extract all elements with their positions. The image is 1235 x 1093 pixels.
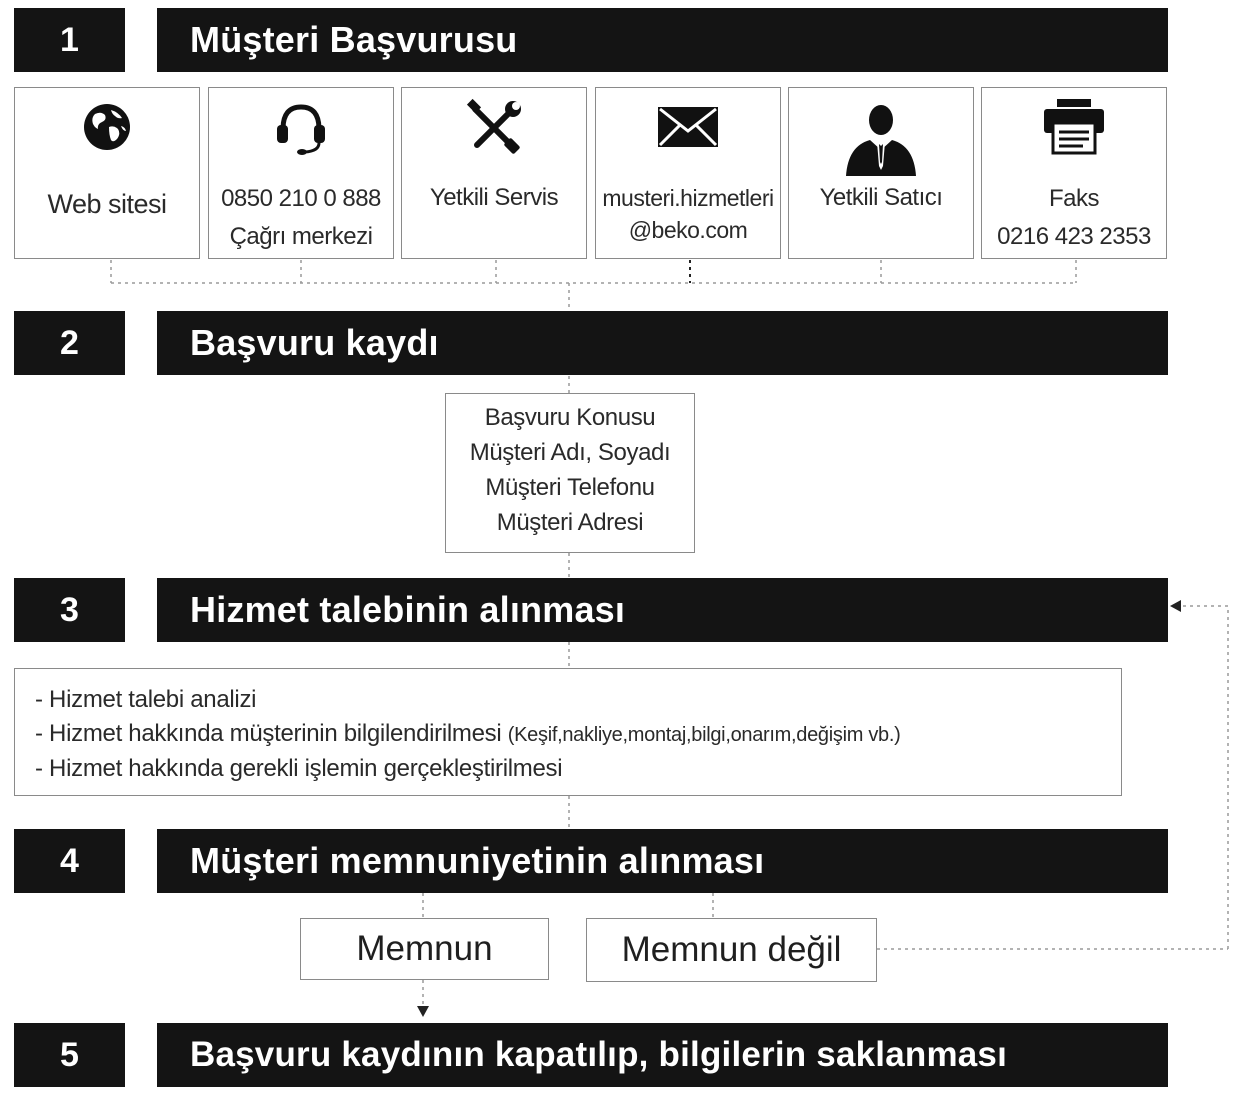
list-item: - Hizmet talebi analizi (35, 686, 257, 713)
channel-email (595, 87, 781, 259)
step-title-2: Başvuru kaydı (157, 311, 1168, 375)
channel-fax (981, 87, 1167, 259)
envelope-icon (596, 96, 780, 158)
step-number-1: 1 (14, 8, 125, 72)
record-field: Başvuru Konusu (484, 404, 656, 431)
step-title-4: Müşteri memnuniyetinin alınması (157, 829, 1168, 893)
list-item: - Hizmet hakkında gerekli işlemin gerçekleştirilmesi (35, 755, 563, 782)
person-icon (789, 98, 973, 176)
channel-authorized-dealer (788, 87, 974, 259)
step-title-1: Müşteri Başvurusu (157, 8, 1168, 72)
channel-phone: 0850 210 0 888 (221, 185, 381, 212)
list-item-text: - Hizmet hakkında müşterinin bilgilendirilmesi (35, 720, 502, 747)
channel-label: Faks (1048, 185, 1099, 212)
step-number-3: 3 (14, 578, 125, 642)
channel-call-center (208, 87, 394, 259)
record-field: Müşteri Adı, Soyadı (469, 439, 671, 466)
headset-icon (209, 96, 393, 158)
step-number-5: 5 (14, 1023, 125, 1087)
channel-email-user: musteri.hizmetleri (602, 185, 774, 211)
outcome-satisfied: Memnun (300, 918, 549, 980)
list-item-note: (Keşif,nakliye,montaj,bilgi,onarım,değişim vb.) (507, 724, 901, 746)
step-title-3: Hizmet talebinin alınması (157, 578, 1168, 642)
outcome-not-satisfied: Memnun değil (586, 918, 877, 982)
channel-label: Yetkili Servis (429, 184, 559, 211)
service-request-list (14, 668, 1122, 796)
channel-label: Web sitesi (47, 189, 167, 219)
record-field: Müşteri Adresi (496, 509, 644, 536)
list-item (35, 717, 1121, 752)
channel-label: Yetkili Satıcı (819, 184, 943, 211)
channel-web (14, 87, 200, 259)
step-title-5: Başvuru kaydının kapatılıp, bilgilerin saklanması (157, 1023, 1168, 1087)
channel-email-domain: @beko.com (628, 217, 748, 243)
fax-icon (982, 96, 1166, 156)
channel-authorized-service (401, 87, 587, 259)
record-fields-box (445, 393, 695, 553)
record-field: Müşteri Telefonu (485, 474, 655, 501)
channel-label: Çağrı merkezi (229, 223, 373, 250)
step-number-4: 4 (14, 829, 125, 893)
tools-icon (402, 98, 586, 158)
step-number-2: 2 (14, 311, 125, 375)
globe-icon (15, 96, 199, 158)
channel-fax-number: 0216 423 2353 (997, 223, 1151, 250)
